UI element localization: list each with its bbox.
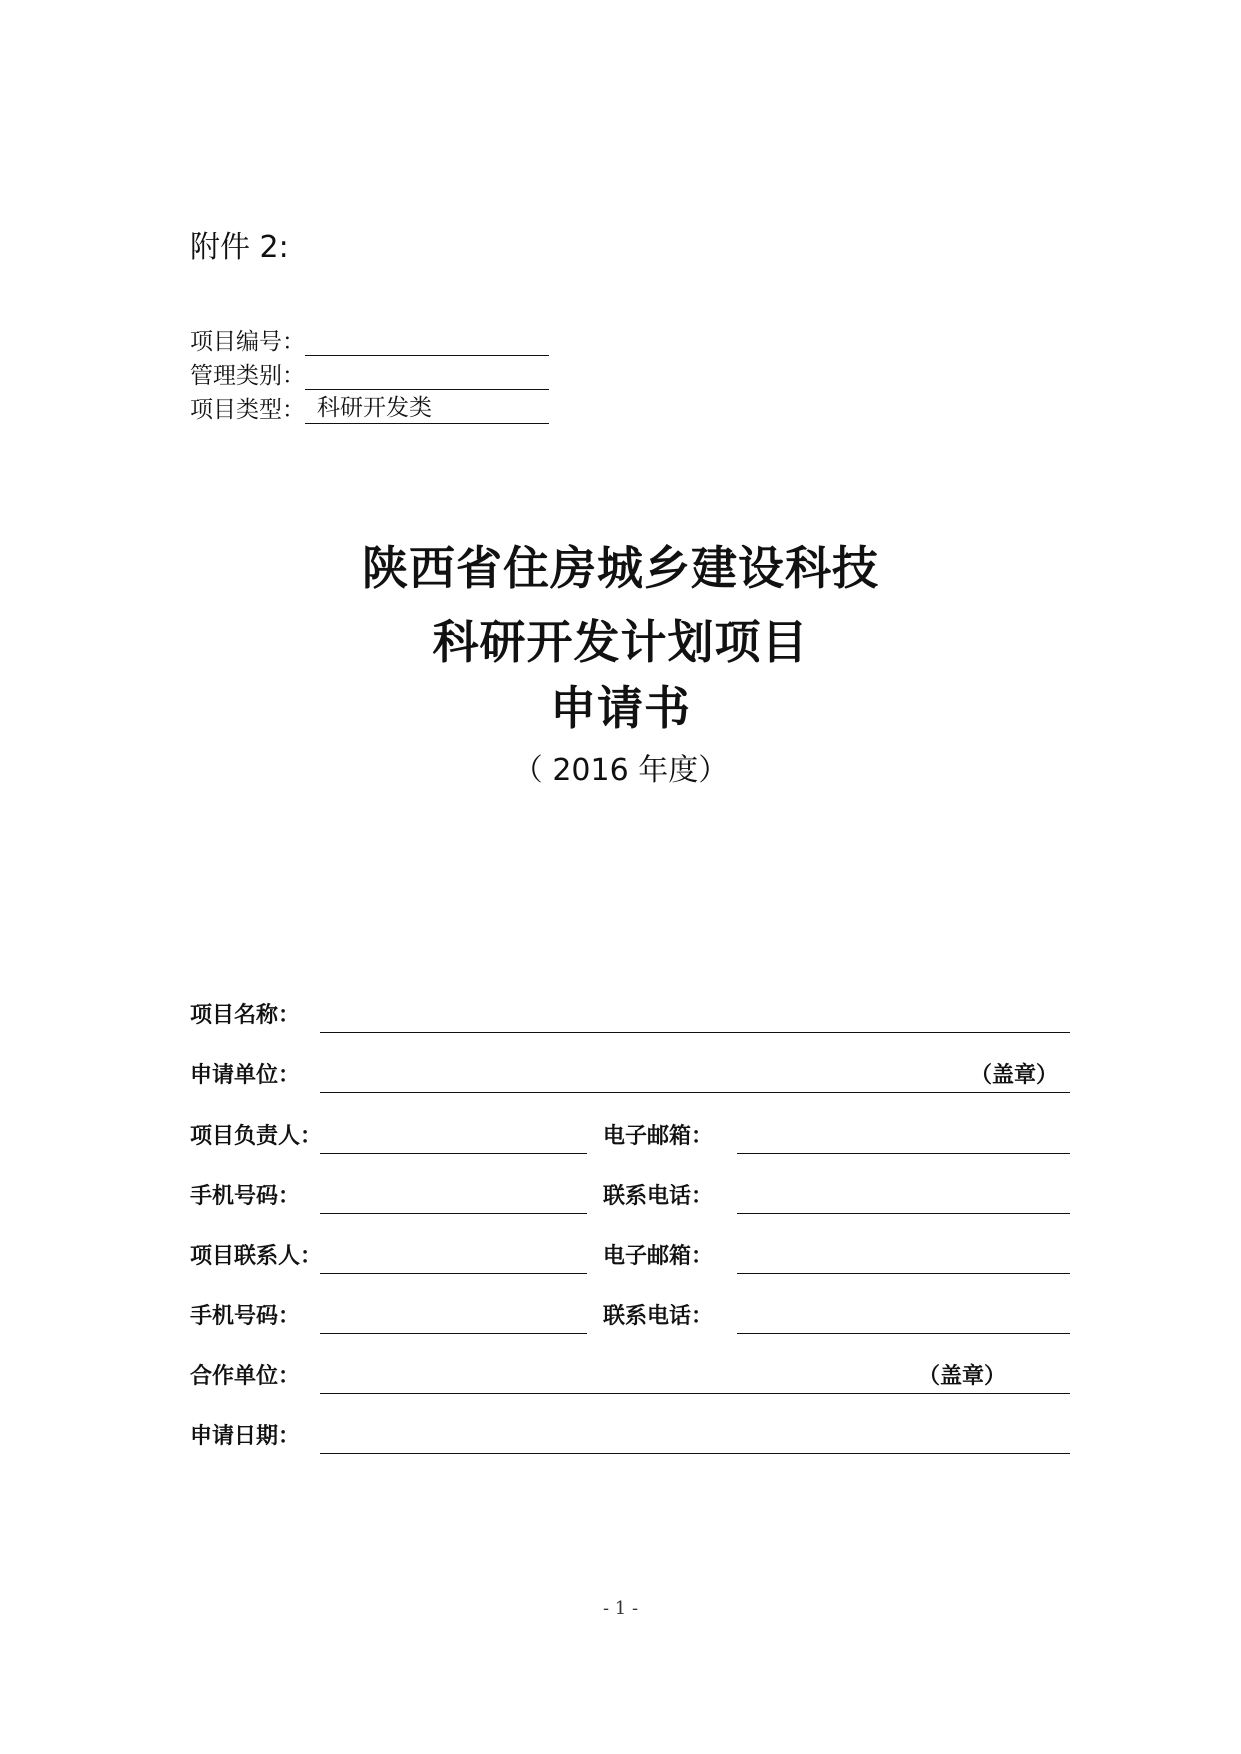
annex-label: 附件 2: xyxy=(190,230,289,265)
meta-row-project-type xyxy=(190,392,549,424)
email-label-2: 电子邮箱： xyxy=(603,1244,714,1269)
form-row-mobile-2 xyxy=(190,1300,1070,1334)
page-number: - 1 - xyxy=(602,1598,639,1619)
project-name-field[interactable] xyxy=(320,999,1070,1033)
form-row-partner-unit xyxy=(190,1360,1070,1394)
title-line-2: 科研开发计划项目 xyxy=(432,615,809,669)
applicant-unit-label: 申请单位： xyxy=(190,1063,301,1088)
applicant-unit-field[interactable] xyxy=(320,1059,1070,1093)
form-row-project-leader xyxy=(190,1120,1070,1154)
mobile-field-2[interactable] xyxy=(320,1300,587,1334)
partner-unit-stamp: （盖章） xyxy=(918,1364,1007,1389)
email-field-1[interactable] xyxy=(737,1120,1070,1154)
project-number-field[interactable] xyxy=(305,326,549,356)
form-row-mobile-1 xyxy=(190,1180,1070,1214)
management-category-label: 管理类别： xyxy=(190,363,305,389)
title-year: （ 2016 年度） xyxy=(512,753,729,788)
meta-row-project-number xyxy=(190,324,549,356)
meta-row-management-category xyxy=(190,358,549,390)
project-contact-field[interactable] xyxy=(320,1240,587,1274)
management-category-field[interactable] xyxy=(305,360,549,390)
mobile-field-1[interactable] xyxy=(320,1180,587,1214)
phone-field-1[interactable] xyxy=(737,1180,1070,1214)
title-line-3: 申请书 xyxy=(550,681,691,735)
phone-label-1: 联系电话： xyxy=(603,1184,714,1209)
project-number-label: 项目编号： xyxy=(190,329,305,355)
email-field-2[interactable] xyxy=(737,1240,1070,1274)
email-label-1: 电子邮箱： xyxy=(603,1124,714,1149)
apply-date-field[interactable] xyxy=(320,1420,1070,1454)
mobile-label-1: 手机号码： xyxy=(190,1184,301,1209)
phone-field-2[interactable] xyxy=(737,1300,1070,1334)
form-row-applicant-unit xyxy=(190,1059,1070,1093)
title-line-1: 陕西省住房城乡建设科技 xyxy=(362,541,879,595)
applicant-unit-stamp: （盖章） xyxy=(970,1063,1059,1088)
project-name-label: 项目名称： xyxy=(190,1003,301,1028)
apply-date-label: 申请日期： xyxy=(190,1424,301,1449)
partner-unit-label: 合作单位： xyxy=(190,1364,301,1389)
project-leader-label: 项目负责人： xyxy=(190,1124,323,1149)
phone-label-2: 联系电话： xyxy=(603,1304,714,1329)
form-row-project-name xyxy=(190,999,1070,1033)
project-contact-label: 项目联系人： xyxy=(190,1244,323,1269)
project-type-field[interactable]: 科研开发类 xyxy=(305,394,549,424)
project-leader-field[interactable] xyxy=(320,1120,587,1154)
project-type-label: 项目类型： xyxy=(190,397,305,423)
mobile-label-2: 手机号码： xyxy=(190,1304,301,1329)
form-row-project-contact xyxy=(190,1240,1070,1274)
form-row-apply-date xyxy=(190,1420,1070,1454)
